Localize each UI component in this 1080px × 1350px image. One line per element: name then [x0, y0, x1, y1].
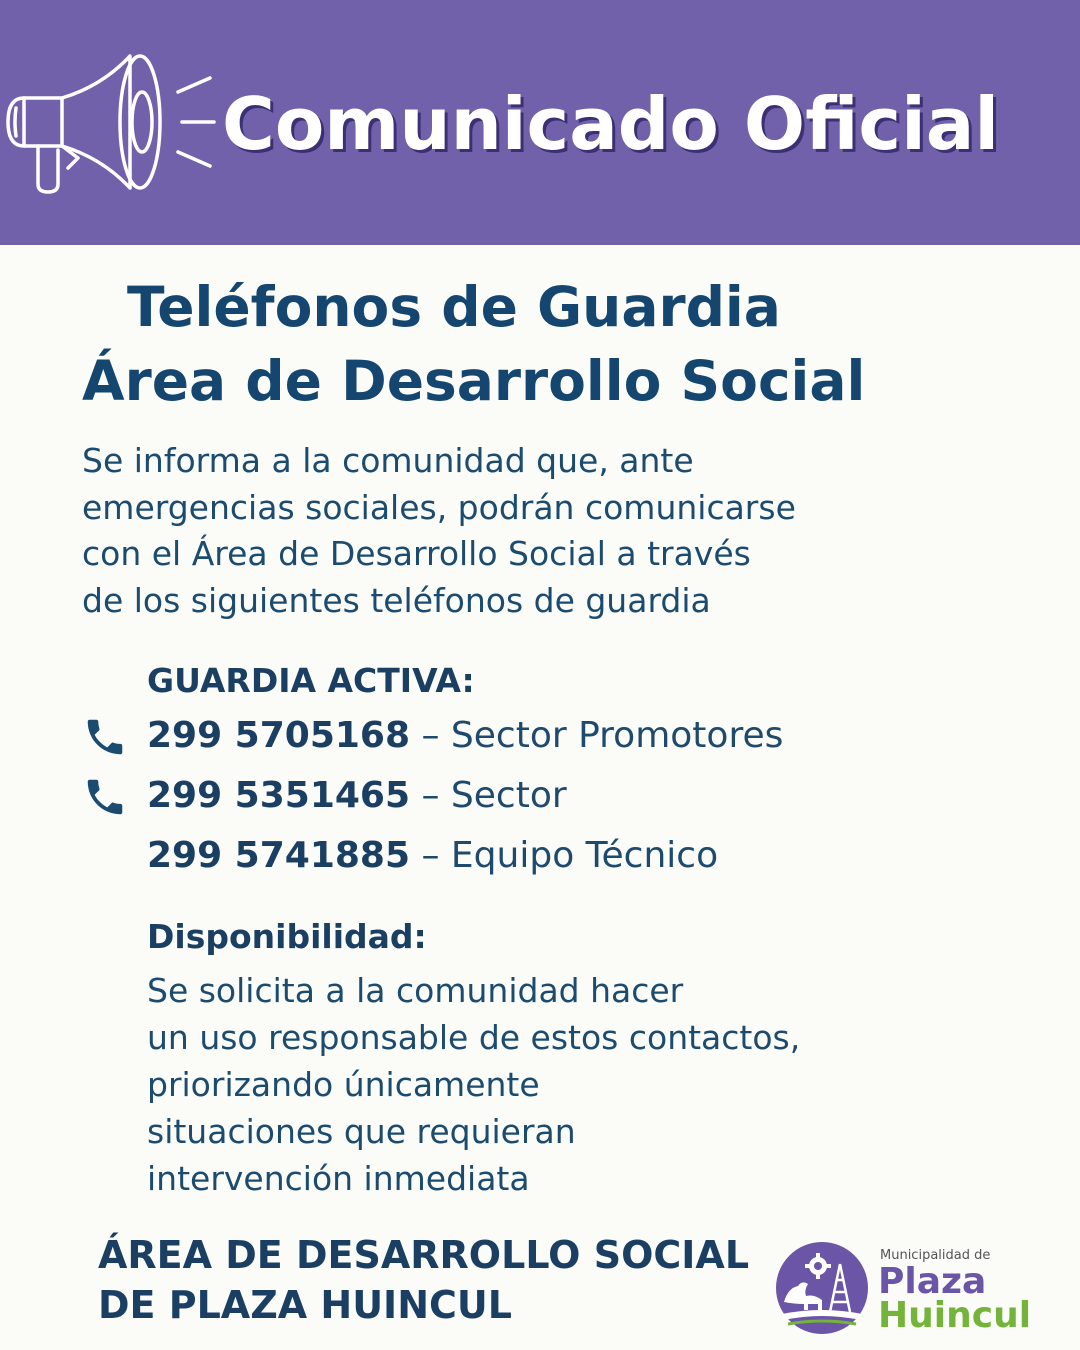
phone-number[interactable]: 299 5741885	[147, 835, 411, 876]
logo-emblem-icon	[774, 1240, 870, 1336]
phone-entry-promotores	[82, 708, 982, 764]
disponibilidad-label: Disponibilidad:	[147, 917, 427, 956]
logo-name-plaza: Plaza	[878, 1261, 987, 1302]
intro-line: emergencias sociales, podrán comunicarse	[82, 487, 796, 527]
disponibilidad-line: situaciones que requieran	[147, 1112, 576, 1151]
disponibilidad-line: intervención inmediata	[147, 1159, 530, 1198]
phone-description: Equipo Técnico	[450, 835, 719, 876]
intro-line: Se informa a la comunidad que, ante	[82, 441, 694, 480]
phone-entry-equipo-tecnico	[82, 828, 982, 884]
footer-line: ÁREA DE DESARROLLO SOCIAL	[98, 1233, 750, 1277]
page-title: Teléfonos de Guardia	[127, 275, 781, 339]
intro-paragraph	[82, 438, 982, 624]
intro-line: de los siguientes teléfonos de guardia	[82, 580, 711, 620]
banner-title: Comunicado Oficial	[222, 82, 1000, 166]
phone-number[interactable]: 299 5705168	[147, 715, 411, 756]
disponibilidad-paragraph	[147, 967, 1027, 1202]
logo-subtitle: Municipalidad de	[880, 1248, 991, 1263]
disponibilidad-line: Se solicita a la comunidad hacer	[147, 971, 684, 1010]
phone-number[interactable]: 299 5351465	[147, 775, 411, 816]
page-subtitle: Área de Desarrollo Social	[82, 349, 866, 413]
logo-name-huincul: Huincul	[878, 1295, 1032, 1336]
phone-entry-sector	[82, 768, 982, 824]
guardia-activa-label: GUARDIA ACTIVA:	[147, 661, 475, 700]
footer-line: DE PLAZA HUINCUL	[98, 1283, 512, 1327]
footer-signature	[98, 1230, 749, 1330]
phone-separator: –	[410, 775, 451, 816]
phone-separator: –	[410, 835, 451, 876]
phone-icon	[82, 714, 128, 760]
megaphone-icon	[2, 46, 217, 196]
municipality-logo	[774, 1240, 1074, 1340]
intro-line: con el Área de Desarrollo Social a través	[82, 534, 751, 573]
phone-description: Sector	[450, 775, 567, 816]
phone-separator: –	[410, 715, 451, 756]
phone-description: Sector Promotores	[450, 715, 784, 756]
disponibilidad-line: un uso responsable de estos contactos,	[147, 1018, 801, 1057]
header-banner	[0, 0, 1080, 245]
disponibilidad-line: priorizando únicamente	[147, 1065, 540, 1104]
phone-icon	[82, 774, 128, 820]
